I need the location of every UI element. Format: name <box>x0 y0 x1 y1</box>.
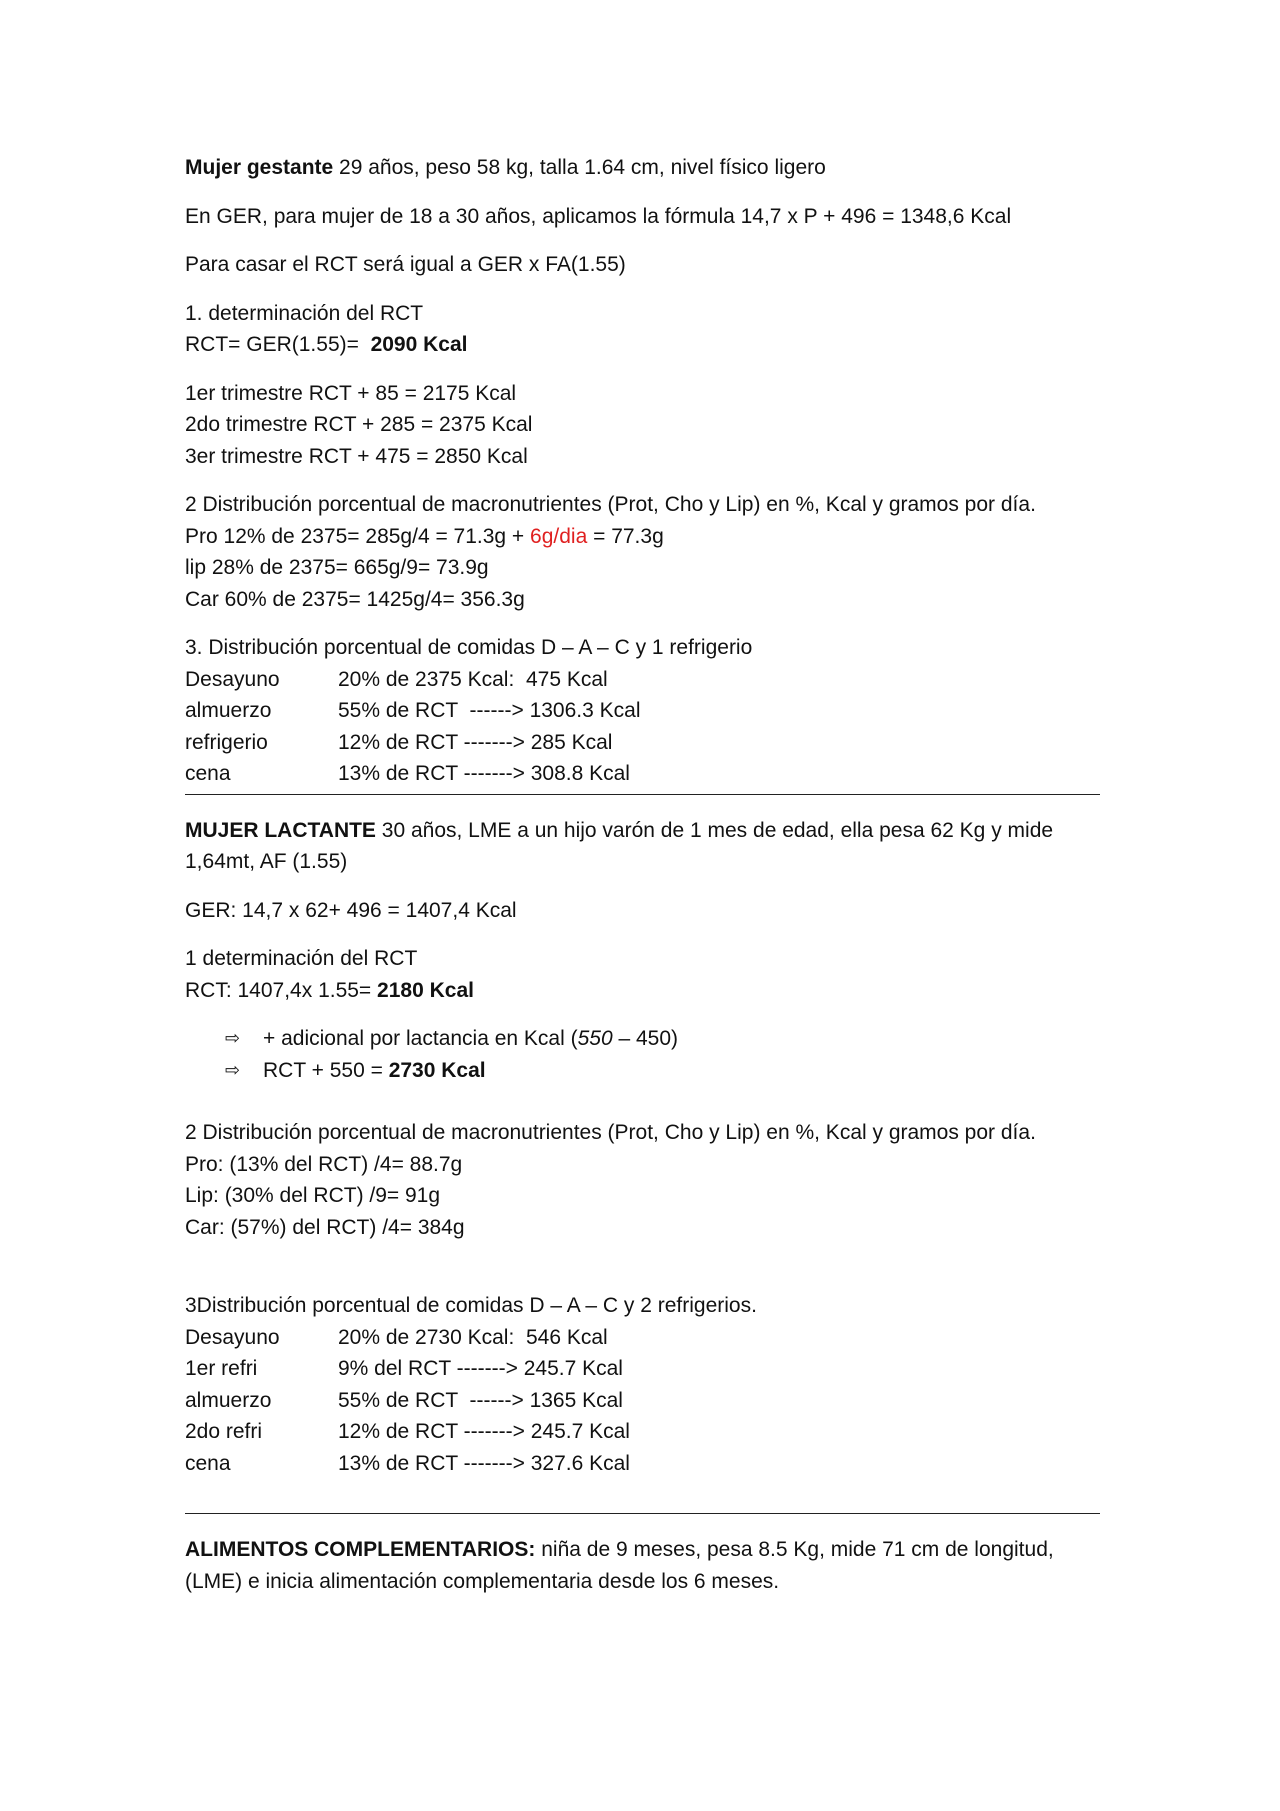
s2-det-formula: RCT: 1407,4x 1.55= <box>185 978 378 1002</box>
s3-title-line2: (LME) e inicia alimentación complementaria desde los 6 meses. <box>185 1569 780 1593</box>
meal-label: almuerzo <box>185 1388 272 1412</box>
s2-title-bold: MUJER LACTANTE <box>185 818 376 842</box>
s2-lip: Lip: (30% del RCT) /9= 91g <box>185 1184 441 1207</box>
bullet1-b: – 450) <box>612 1027 679 1050</box>
s1-meals-title: 3. Distribución porcentual de comidas D – A – C y 1 refrigerio <box>185 636 753 659</box>
meal-value: 20% de 2730 Kcal: 546 Kcal <box>338 1325 608 1349</box>
s1-pro-b: = 77.3g <box>587 524 664 548</box>
arrow-icon: ⇨ <box>225 1028 241 1048</box>
meal-row <box>185 1353 1100 1385</box>
meal-label: cena <box>185 1451 231 1475</box>
s1-det-title: 1. determinación del RCT <box>185 301 424 325</box>
meal-value: 9% del RCT -------> 245.7 Kcal <box>338 1357 623 1380</box>
horizontal-divider <box>185 794 1100 795</box>
trimester-2: 2do trimestre RCT + 285 = 2375 Kcal <box>185 413 533 436</box>
arrow-icon: ⇨ <box>225 1059 241 1080</box>
trimester-3: 3er trimestre RCT + 475 = 2850 Kcal <box>185 444 528 468</box>
s1-title-bold: Mujer gestante <box>185 156 334 179</box>
s1-ger: En GER, para mujer de 18 a 30 años, aplicamos la fórmula 14,7 x P + 496 = 1348,6 Kcal <box>185 204 1012 228</box>
meal-row <box>185 727 1100 759</box>
s2-title-line2: 1,64mt, AF (1.55) <box>185 850 348 873</box>
trimester-1: 1er trimestre RCT + 85 = 2175 Kcal <box>185 381 517 405</box>
s3-title-bold: ALIMENTOS COMPLEMENTARIOS: <box>185 1538 536 1561</box>
s1-title-rest: 29 años, peso 58 kg, talla 1.64 cm, nivel físico ligero <box>333 156 826 179</box>
bullet2-bold: 2730 Kcal <box>388 1058 486 1082</box>
horizontal-divider <box>185 1513 1100 1514</box>
meal-label: almuerzo <box>185 699 272 722</box>
s3-title <box>185 1534 1100 1597</box>
meal-row <box>185 758 1100 790</box>
bullet-item <box>225 1055 1100 1087</box>
meal-value: 12% de RCT -------> 285 Kcal <box>338 730 613 754</box>
meal-row <box>185 695 1100 727</box>
s2-macro-title: 2 Distribución porcentual de macronutrientes (Prot, Cho y Lip) en %, Kcal y gramos por día. <box>185 1121 1036 1144</box>
s1-pro-a: Pro 12% de 2375= 285g/4 = 71.3g + <box>185 524 531 548</box>
meal-label: Desayuno <box>185 1325 280 1349</box>
s1-pro-red: 6g/dia <box>530 524 588 548</box>
s3-title-line1 <box>185 1534 1100 1566</box>
meal-row <box>185 1322 1100 1354</box>
meal-value: 55% de RCT ------> 1365 Kcal <box>338 1388 623 1412</box>
meal-value: 13% de RCT -------> 308.8 Kcal <box>338 762 630 785</box>
s2-determination <box>185 943 1100 1006</box>
bullet-text <box>263 1023 678 1055</box>
meal-label: cena <box>185 762 231 785</box>
s2-meals-title: 3Distribución porcentual de comidas D – A – C y 2 refrigerios. <box>185 1294 757 1317</box>
meal-row <box>185 1416 1100 1448</box>
s3-title-rest: niña de 9 meses, pesa 8.5 Kg, mide 71 cm de longitud, <box>535 1538 1054 1561</box>
s2-det-value: 2180 Kcal <box>377 978 474 1002</box>
s1-macro-title: 2 Distribución porcentual de macronutrientes (Prot, Cho y Lip) en %, Kcal y gramos por día. <box>185 493 1036 516</box>
s1-car: Car 60% de 2375= 1425g/4= 356.3g <box>185 587 525 611</box>
s2-title-rest: 30 años, LME a un hijo varón de 1 mes de edad, ella pesa 62 Kg y mide <box>375 818 1054 842</box>
bullet1-italic: 550 <box>577 1027 613 1050</box>
s2-det-title: 1 determinación del RCT <box>185 947 418 970</box>
s1-lip: lip 28% de 2375= 665g/9= 73.9g <box>185 556 489 579</box>
meal-label: refrigerio <box>185 730 268 754</box>
meal-label: Desayuno <box>185 667 280 691</box>
s2-pro: Pro: (13% del RCT) /4= 88.7g <box>185 1152 463 1176</box>
divider-wrap <box>185 794 1100 795</box>
s2-car: Car: (57%) del RCT) /4= 384g <box>185 1215 465 1239</box>
meal-row <box>185 1448 1100 1480</box>
s1-trimesters <box>185 378 1100 473</box>
s2-bullets <box>225 1023 1100 1086</box>
s1-pro <box>185 521 1100 553</box>
meal-label: 2do refri <box>185 1420 263 1443</box>
meal-value: 12% de RCT -------> 245.7 Kcal <box>338 1420 630 1443</box>
meal-value: 55% de RCT ------> 1306.3 Kcal <box>338 699 641 722</box>
meal-row <box>185 664 1100 696</box>
meal-value: 20% de 2375 Kcal: 475 Kcal <box>338 667 608 691</box>
s2-title-line1 <box>185 815 1100 847</box>
bullet1-a: + adicional por lactancia en Kcal ( <box>263 1027 578 1050</box>
meal-label: 1er refri <box>185 1357 258 1380</box>
s2-ger: GER: 14,7 x 62+ 496 = 1407,4 Kcal <box>185 898 517 922</box>
bullet-item <box>225 1023 1100 1055</box>
divider-wrap <box>185 1513 1100 1514</box>
s1-meals <box>185 632 1100 790</box>
s1-title <box>185 152 1100 184</box>
s1-rct-note: Para casar el RCT será igual a GER x FA(1.55) <box>185 253 626 276</box>
document-page <box>185 152 1100 1614</box>
bullet2-a: RCT + 550 = <box>263 1058 389 1082</box>
s1-determination <box>185 298 1100 361</box>
s2-macros <box>185 1117 1100 1243</box>
s1-det-formula: RCT= GER(1.55)= <box>185 333 371 356</box>
bullet-text <box>263 1055 486 1087</box>
s1-macros <box>185 489 1100 615</box>
s2-det-line <box>185 975 1100 1007</box>
s1-det-line <box>185 329 1100 361</box>
s2-meals <box>185 1290 1100 1479</box>
s1-det-value: 2090 Kcal <box>370 333 468 356</box>
meal-value: 13% de RCT -------> 327.6 Kcal <box>338 1451 630 1475</box>
s2-title <box>185 815 1100 878</box>
meal-row <box>185 1385 1100 1417</box>
